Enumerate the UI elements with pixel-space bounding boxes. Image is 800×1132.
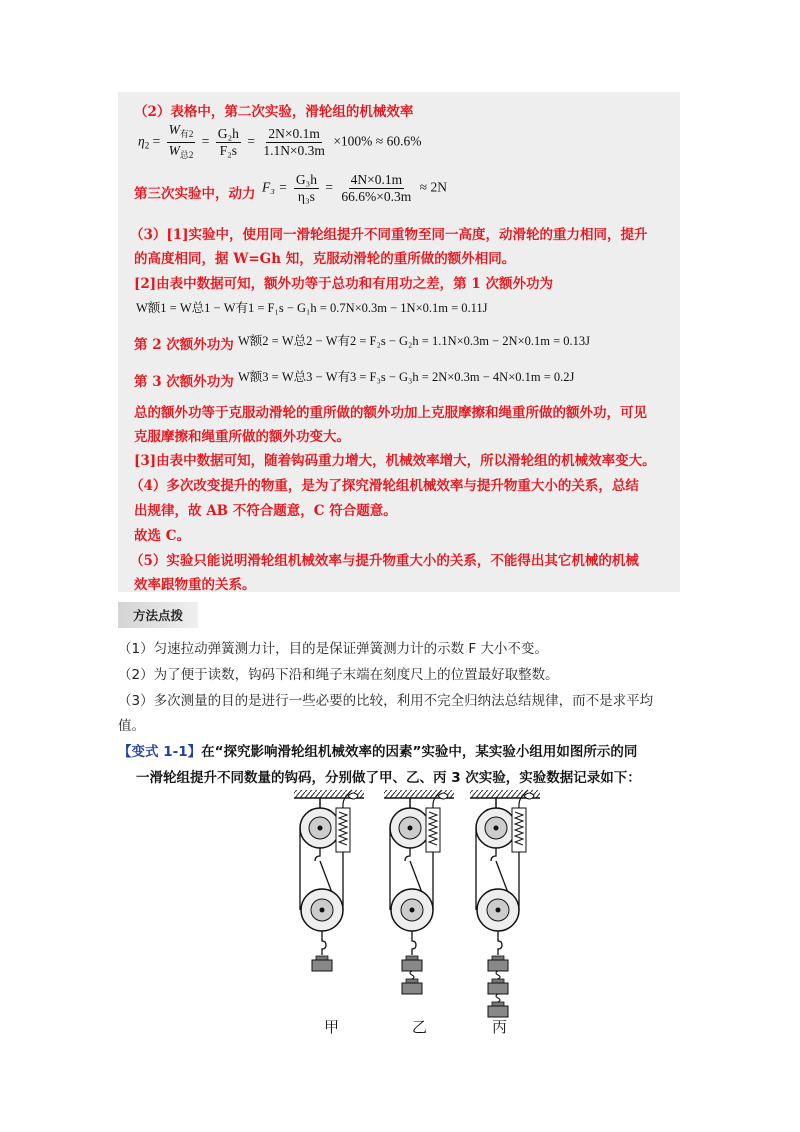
answer-p2-title: （2）表格中，第二次实验，滑轮组的机械效率 (134, 104, 414, 120)
variant-tag: 【变式 1-1】 (118, 744, 202, 760)
figure-label-jia: 甲 (324, 1018, 340, 1036)
answer-w2-label: 第 2 次额外功为 (134, 337, 234, 353)
fixed-hook (491, 848, 496, 861)
answer-p4-line1: （4）多次改变提升的物重，是为了探究滑轮组机械效率与提升物重大小的关系，总结 (130, 478, 639, 494)
weight-block (402, 960, 422, 971)
tip-3-cont: 值。 (118, 718, 145, 734)
tip-3: （3）多次测量的目的是进行一些必要的比较，利用不完全归纳法总结规律，而不是求平均 (118, 693, 654, 709)
weight-neck (492, 979, 504, 983)
figure-label-yi: 乙 (412, 1018, 428, 1036)
answer-p3-line1: （3）[1]实验中，使用同一滑轮组提升不同重物至同一高度，动滑轮的重力相同，提升 (130, 227, 648, 243)
pulley-setup-bing (470, 790, 540, 1017)
weight-neck (316, 956, 328, 960)
weight-neck (492, 1002, 504, 1006)
answer-p4-line2: 出规律，故 AB 不符合题意，C 符合题意。 (134, 503, 397, 519)
method-tag: 方法点拨 (118, 602, 198, 628)
weight-block (488, 960, 508, 971)
weight-block (488, 983, 508, 994)
answer-p5-line1: （5）实验只能说明滑轮组机械效率与提升物重大小的关系，不能得出其它机械的机械 (130, 553, 639, 569)
fixed-hook (315, 848, 320, 861)
figure-label-bing: 丙 (492, 1018, 508, 1036)
weight-link (496, 994, 500, 1002)
pulley-setup-yi (384, 790, 454, 994)
movable-hook (498, 931, 502, 955)
tip-2: （2）为了便于读数，钩码下沿和绳子末端在刻度尺上的位置最好取整数。 (118, 667, 559, 683)
equation-W3: W额3 = W总3 − W有3 = F₃s − G₃h = 2N×0.3m − 4N×0.1m = 0.2J (238, 370, 575, 384)
weight-neck (492, 956, 504, 960)
fixed-pulley-axle (494, 826, 499, 831)
answer-p3-line3: [2]由表中数据可知，额外功等于总功和有用功之差，第 1 次额外功为 (134, 276, 553, 292)
fixed-pulley-axle (318, 826, 323, 831)
equation-W1: W额1 = W总1 − W有1 = F₁s − G₁h = 0.7N×0.3m − 1N×0.1m = 0.11J (136, 301, 488, 315)
fixed-pulley-axle (408, 826, 413, 831)
answer-p3-line2: 的高度相同，据 W=Gh 知，克服动滑轮的重所做的额外相同。 (134, 251, 516, 267)
weight-block (312, 960, 332, 971)
answer-p4-line3: 故选 C。 (134, 528, 190, 544)
fixed-hook (405, 848, 410, 861)
weight-link (496, 971, 500, 979)
movable-hook (322, 931, 326, 955)
equation-eta2: $\eta_2$ = $\frac{W_{有2}}{W_{总2}}$ = $\frac{\text{G₂h}}{\text{F₂s}}$ = $\frac{2N\times 0.1m}{1.1N\times 0.3m}$ ×100% ≈ 60.6% (138, 122, 422, 160)
answer-p3-line6: [3]由表中数据可知，随着钩码重力增大，机械效率增大，所以滑轮组的机械效率变大。 (134, 453, 656, 469)
weight-neck (406, 979, 418, 983)
weight-block (402, 983, 422, 994)
weight-neck (406, 956, 418, 960)
movable-pulley-axle (320, 908, 325, 913)
answer-p3-line4: 总的额外功等于克服动滑轮的重所做的额外功加上克服摩擦和绳重所做的额外功，可见 (134, 405, 647, 421)
pulley-setup-jia (294, 790, 364, 971)
equation-W2: W额2 = W总2 − W有2 = F₂s − G₂h = 1.1N×0.3m − 2N×0.1m = 0.13J (238, 334, 591, 348)
movable-hook (412, 931, 416, 955)
variant-line2: 一滑轮组提升不同数量的钩码，分别做了甲、乙、丙 3 次实验，实验数据记录如下： (136, 770, 641, 786)
answer-p3-line5: 克服摩擦和绳重所做的额外功变大。 (134, 429, 350, 445)
movable-pulley-axle (496, 908, 501, 913)
weight-link (410, 971, 414, 979)
variant-line1: 【变式 1-1】在“探究影响滑轮组机械效率的因素”实验中，某实验小组用如图所示的同 (118, 744, 638, 760)
tip-1: （1）匀速拉动弹簧测力计，目的是保证弹簧测力计的示数 F 大小不变。 (118, 641, 548, 657)
answer-p5-line2: 效率跟物重的关系。 (134, 577, 256, 593)
answer-w3-label: 第 3 次额外功为 (134, 374, 234, 390)
movable-pulley-axle (410, 908, 415, 913)
answer-third-label: 第三次实验中，动力 (134, 186, 256, 202)
equation-F3: F₃ = $\frac{\text{G₃h}}{\text{η₃s}}$ = $\frac{4N\times 0.1m}{66.6\%\times 0.3m}$ ≈ 2N (262, 172, 447, 204)
